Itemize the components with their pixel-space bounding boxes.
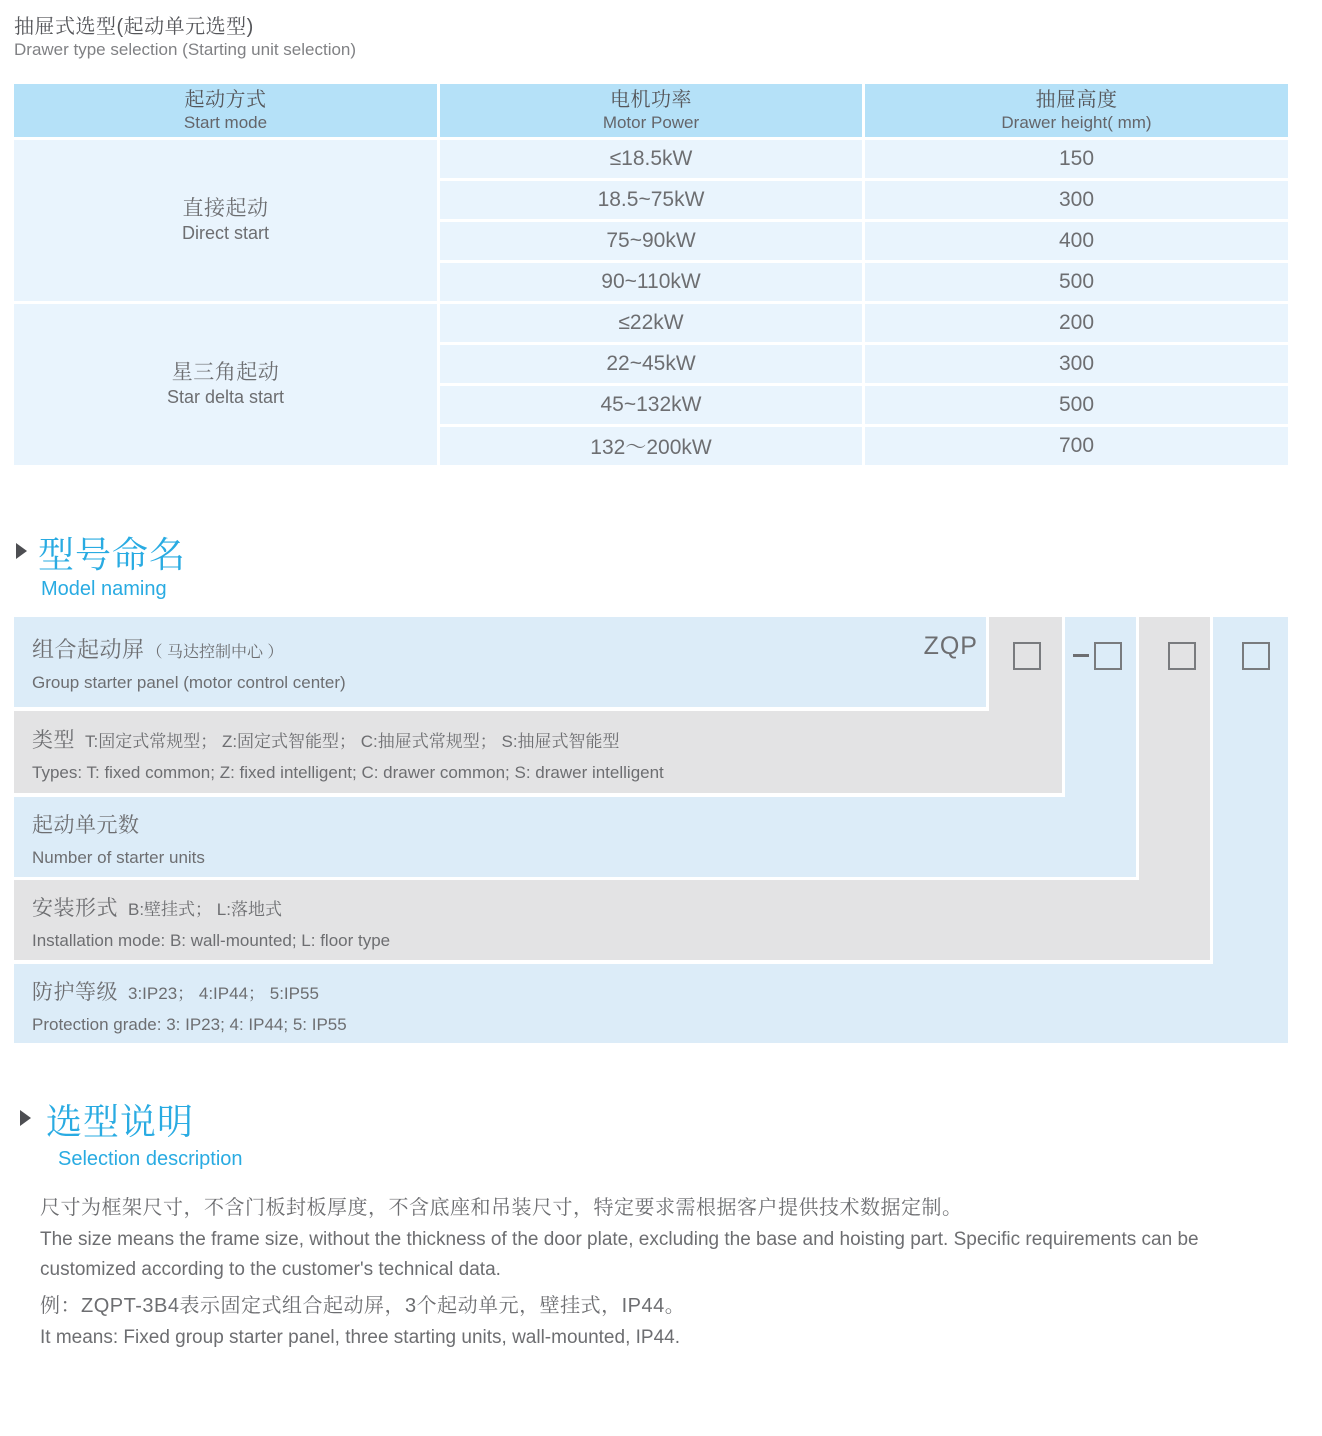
- section-title-model-naming-cn: 型号命名: [38, 534, 187, 575]
- description-paragraph-en: The size means the frame size, without the thickness of the door plate, excluding the base and hoisting part. Specific requirements can be customized according to the customer's technical data.: [40, 1229, 1199, 1280]
- drawer-selection-table: [14, 84, 1288, 465]
- description-example-cn: 例：ZQPT-3B4表示固定式组合起动屏，3个起动单元，壁挂式，IP44。: [40, 1295, 686, 1317]
- section-arrow-icon: [16, 543, 27, 559]
- group-label-en: Direct start: [181, 223, 269, 243]
- naming-label-en: Types: T: fixed common; Z: fixed intelligent; C: drawer common; S: drawer intelligent: [32, 763, 664, 782]
- naming-row-group-starter-panel: [14, 617, 986, 707]
- table-cell-height: 700: [865, 427, 1288, 465]
- table-cell-height: 300: [865, 345, 1288, 383]
- naming-row-protection-grade: [14, 964, 1288, 1043]
- table-cell-power: 45~132kW: [440, 386, 862, 424]
- naming-row-starter-units: [14, 797, 1136, 877]
- description-example-en: It means: Fixed group starter panel, three starting units, wall-mounted, IP44.: [40, 1327, 680, 1348]
- naming-row-types: [14, 711, 1062, 793]
- naming-row-installation-mode: [14, 880, 1210, 960]
- table-header-drawer-height: [865, 84, 1288, 137]
- naming-detail-cn: T:固定式常规型； Z:固定式智能型； C:抽屉式常规型； S:抽屉式智能型: [85, 732, 620, 751]
- table-header-start-mode: [14, 84, 437, 137]
- section-title-selection-description-en: Selection description: [58, 1148, 243, 1170]
- table-cell-height: 300: [865, 181, 1288, 219]
- code-box-protection: [1242, 642, 1270, 670]
- header-en: Motor Power: [602, 113, 700, 132]
- selection-description-text: [40, 1192, 1284, 1353]
- header-en: Start mode: [183, 113, 268, 132]
- table-header-motor-power: [440, 84, 862, 137]
- table-cell-power: 75~90kW: [440, 222, 862, 260]
- table-cell-height: 500: [865, 263, 1288, 301]
- naming-detail-cn: 3:IP23； 4:IP44； 5:IP55: [128, 984, 319, 1003]
- naming-label-cn: 类型: [32, 729, 75, 752]
- naming-label-cn: 起动单元数: [32, 814, 140, 837]
- naming-label-en: Number of starter units: [32, 848, 205, 867]
- table-cell-power: 132～200kW: [440, 427, 862, 465]
- table-cell-power: ≤18.5kW: [440, 140, 862, 178]
- section-title-model-naming-en: Model naming: [41, 578, 167, 600]
- table-cell-power: ≤22kW: [440, 304, 862, 342]
- description-paragraph-cn: 尺寸为框架尺寸，不含门板封板厚度，不含底座和吊装尺寸，特定要求需根据客户提供技术数据定制。: [40, 1197, 963, 1219]
- naming-detail-cn: （ 马达控制中心 ）: [146, 644, 284, 661]
- group-label-cn: 星三角起动: [171, 361, 280, 384]
- section-title-selection-description-cn: 选型说明: [46, 1101, 195, 1142]
- header-en: Drawer height( mm): [1001, 113, 1152, 132]
- naming-label-en: Group starter panel (motor control center): [32, 673, 346, 692]
- code-box-installation: [1168, 642, 1196, 670]
- header-cn: 抽屉高度: [1035, 89, 1118, 111]
- table-cell-power: 90~110kW: [440, 263, 862, 301]
- table-cell-power: 18.5~75kW: [440, 181, 862, 219]
- naming-label-cn: 组合起动屏: [32, 637, 145, 662]
- group-label-cn: 直接起动: [182, 197, 269, 220]
- table-cell-power: 22~45kW: [440, 345, 862, 383]
- table-cell-height: 500: [865, 386, 1288, 424]
- model-prefix: ZQP: [923, 632, 978, 660]
- table-cell-height: 200: [865, 304, 1288, 342]
- header-cn: 电机功率: [610, 89, 692, 111]
- group-cell-direct-start: [14, 140, 437, 301]
- section-arrow-icon: [20, 1110, 31, 1126]
- naming-label-en: Protection grade: 3: IP23; 4: IP44; 5: IP55: [32, 1015, 347, 1034]
- code-box-type: [1013, 642, 1041, 670]
- page-title-cn: 抽屉式选型(起动单元选型): [14, 16, 254, 38]
- naming-detail-cn: B:壁挂式； L:落地式: [128, 900, 282, 919]
- naming-label-en: Installation mode: B: wall-mounted; L: floor type: [32, 931, 391, 950]
- table-cell-height: 150: [865, 140, 1288, 178]
- page-title-en: Drawer type selection (Starting unit selection): [14, 40, 357, 59]
- naming-label-cn: 安装形式: [32, 897, 118, 920]
- code-dash: [1073, 654, 1089, 657]
- code-box-units: [1094, 642, 1122, 670]
- group-cell-star-delta-start: [14, 304, 437, 465]
- naming-label-cn: 防护等级: [32, 981, 118, 1004]
- table-cell-height: 400: [865, 222, 1288, 260]
- group-label-en: Star delta start: [166, 387, 285, 407]
- header-cn: 起动方式: [184, 89, 267, 111]
